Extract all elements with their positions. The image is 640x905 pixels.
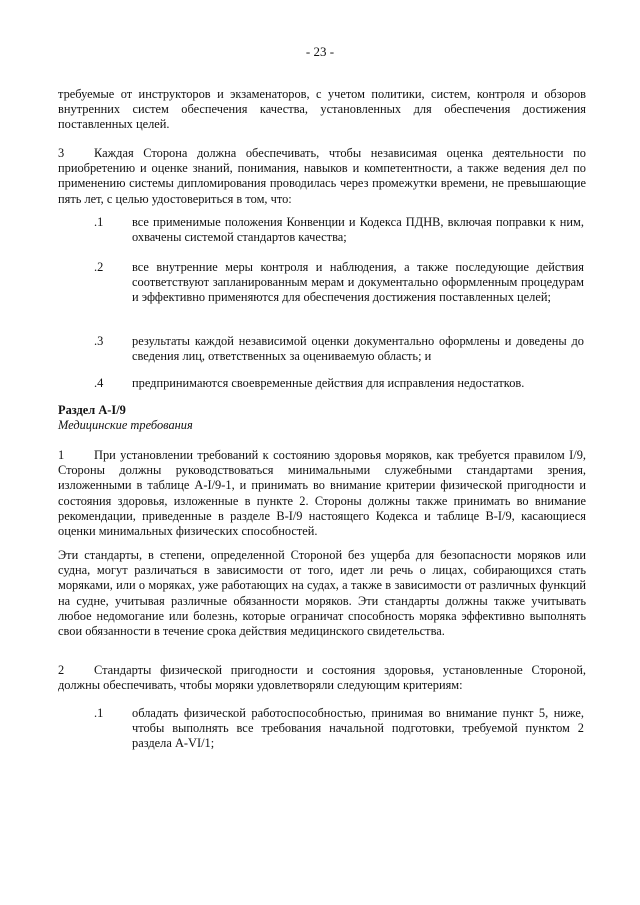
paragraph-number: 2 [58,663,65,677]
section-paragraph-1-continued: Эти стандарты, в степени, определенной Стороной без ущерба для безопасности моряков или судна, могут различаться в зависимости от того, идет ли речь о лицах, собирающихся стать моряками, или о моряках, уже работающих на судах, а также в зависимости от различных функций на судне, учитывая различные обязанности моряков. Эти стандарты должны также учитывать любое недомогание или болезнь, которые ограничат способность моряка эффективно выполнять свои обязанности в течение срока действия медицинского свидетельства. [58,548,586,639]
section-paragraph-1: При установлении требований к состоянию здоровья моряков, как требуется правилом I/9, Стороны должны руководствоваться минимальными служебными стандартами зрения, изложенными в таблице A-I/9-1, и принимать во внимание критерии физической пригодности и состояния здоровья, изложенные в пункте 2. Стороны должны также принимать во внимание рекомендации, приведенные в разделе B-I/9 настоящего Кодекса и таблице B-I/9, касающиеся оценки минимальных физических способностей. [58,448,586,539]
section-title: Раздел A-I/9 [58,403,126,417]
list-item-number: .2 [94,260,104,274]
list-item-number: .3 [94,334,104,348]
paragraph-3: Каждая Сторона должна обеспечивать, чтобы независимая оценка деятельности по приобретению и оценке знаний, понимания, навыков и компетентности, а также ведения дел по применению системы дипломирования проводилась через промежутки времени, не превышающие пять лет, с целью удостовериться в том, что: [58,146,586,206]
paragraph-number: 1 [58,448,65,462]
page-number: - 23 - [305,44,335,59]
list-item-number: .4 [94,376,104,390]
intro-paragraph: требуемые от инструкторов и экзаменаторов, с учетом политики, систем, контроля и обзоров внутренних систем обеспечения качества, установленных для обеспечения достижения поставленных целей. [58,87,586,132]
list-item-number: .1 [94,215,104,229]
list-item-text: результаты каждой независимой оценки документально оформлены и доведены до сведения лиц, ответственных за оцениваемую область; и [132,334,584,364]
section-paragraph-2: Стандарты физической пригодности и состояния здоровья, установленные Стороной, должны обеспечивать, чтобы моряки удовлетворяли следующим критериям: [58,663,586,693]
list-item-number: .1 [94,706,104,720]
list-item-text: предпринимаются своевременные действия для исправления недостатков. [132,376,525,390]
list-item-text: все внутренние меры контроля и наблюдения, а также последующие действия соответствуют запланированным мерам и документально оформленным процедурам и эффективно применяются для обеспечения достижения поставленных целей; [132,260,584,305]
list-item-text: обладать физической работоспособностью, принимая во внимание пункт 5, ниже, чтобы выполнять все требования начальной подготовки, требуемой пунктом 2 раздела A-VI/1; [132,706,584,751]
list-item-text: все применимые положения Конвенции и Кодекса ПДНВ, включая поправки к ним, охвачены системой стандартов качества; [132,215,584,245]
section-subtitle: Медицинские требования [58,418,193,432]
paragraph-number: 3 [58,146,65,160]
